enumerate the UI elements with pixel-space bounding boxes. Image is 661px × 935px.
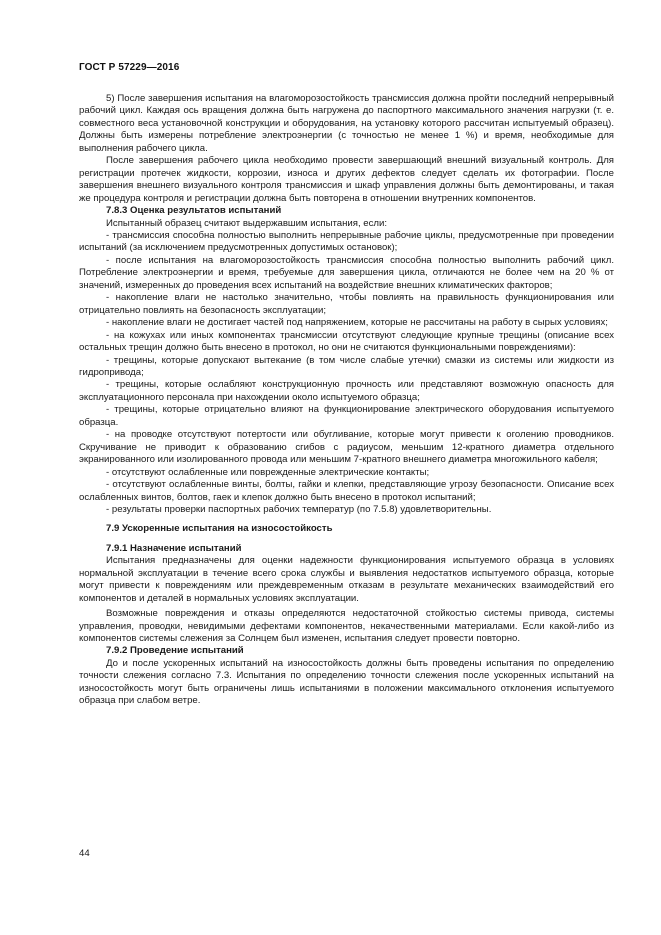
paragraph: - результаты проверки паспортных рабочих температур (по 7.5.8) удовлетворительны. (106, 503, 492, 515)
paragraph: - после испытания на влагоморозостойкость трансмиссия способна полностью выполнить рабочий цикл. Потребление электроэнергии и время, требуемые для завершения цикла, отличаются не более чем на 20 % от значений, измеренных до проведения всех испытаний на воздействие внешних климатических факторов; (79, 254, 614, 291)
document-header: ГОСТ Р 57229—2016 (79, 62, 180, 73)
paragraph: Испытанный образец считают выдержавшим испытания, если: (106, 217, 388, 229)
paragraph: - на кожухах или иных компонентах трансмиссии отсутствуют следующие крупные трещины (описание всех остальных трещин должно быть внесено в протокол, но они не считаются функциональными повреждениями): (79, 329, 614, 354)
paragraph: - накопление влаги не настолько значительно, чтобы повлиять на правильность функционирования или отрицательно повлиять на безопасность эксплуатации; (79, 292, 614, 316)
document-body (79, 93, 614, 708)
paragraph: Возможные повреждения и отказы определяются недостаточной стойкостью системы привода, системы управления, проводки, невидимыми дефектами компонентов, некачественными материалами. Если какой-либо из компонентов системы слежения за Солнцем был изменен, испытания следует провести повторно. (79, 608, 614, 645)
paragraph: До и после ускоренных испытаний на износостойкость должны быть проведены испытания по определению точности слежения согласно 7.3. Испытания по определению точности слежения после ускоренных испытаний на износостойкость могут быть ограничены лишь испытаниями в положении максимального отклонения испытуемого образца при слабом ветре. (79, 657, 614, 707)
paragraph: Испытания предназначены для оценки надежности функционирования испытуемого образца в условиях нормальной эксплуатации в течение всего срока службы и выявления недостатков испытуемого образца, которые могут привести к повреждениям или преждевременным отказам в результате механических взаимодействий его компонентов и деталей в нормальных условиях эксплуатации. (79, 555, 614, 604)
paragraph: - отсутствуют ослабленные или поврежденные электрические контакты; (106, 466, 430, 478)
paragraph: - трещины, которые отрицательно влияют на функционирование электрического оборудования испытуемого образца. (79, 404, 614, 428)
paragraph: - накопление влаги не достигает частей под напряжением, которые не рассчитаны на работу в сырых условиях; (106, 317, 608, 329)
paragraph: После завершения рабочего цикла необходимо провести завершающий внешний визуальный контроль. Для регистрации протечек жидкости, коррозии, износа и других дефектов следует сделать их фотографии. После завершения внешнего визуального контроля трансмиссия и шкаф управления должны быть демонтированы, и такая же процедура контроля и регистрации должна быть повторена в отношении внутренних компонентов. (79, 155, 614, 204)
paragraph: 5) После завершения испытания на влагоморозостойкость трансмиссия должна пройти последний непрерывный рабочий цикл. Каждая ось вращения должна быть нагружена до паспортного максимального значения нагрузки (т. е. совместного веса установочной конструкции и оборудования, на установку которого рассчитан испытуемый образец). Должны быть измерены потребление электроэнергии (с точностью не менее 1 %) и время, необходимые для выполнения рабочего цикла. (79, 93, 614, 154)
page-number: 44 (79, 848, 90, 859)
paragraph: - трещины, которые ослабляют конструкционную прочность или представляют возможную опасность для эксплуатационного персонала при нахождении около испытуемого образца; (79, 379, 614, 403)
paragraph: - на проводке отсутствуют потертости или обугливание, которые могут привести к оголению проводников. Скручивание не приводит к образованию сгибов с радиусом, меньшим 12-кратного диаметра отдельного экранированного или изолированного провода или меньшим 7-кратного внешнего диаметра многожильного кабеля; (79, 429, 614, 466)
subsection-heading: 7.9.2 Проведение испытаний (106, 645, 244, 657)
subsection-heading: 7.9.1 Назначение испытаний (106, 542, 242, 554)
subsection-heading: 7.8.3 Оценка результатов испытаний (106, 205, 282, 217)
paragraph: - отсутствуют ослабленные винты, болты, гайки и клепки, представляющие угрозу безопасности. Описание всех ослабленных винтов, болтов, гаек и клепок должно быть внесено в протокол испытаний; (79, 479, 614, 503)
paragraph: - трансмиссия способна полностью выполнить непрерывные рабочие циклы, предусмотренные при проведении испытаний (за исключением предусмотренных допустимых остановок); (79, 229, 614, 254)
section-heading: 7.9 Ускоренные испытания на износостойкость (106, 523, 333, 535)
paragraph: - трещины, которые допускают вытекание (в том числе слабые утечки) смазки из системы или жидкости из гидропривода; (79, 354, 614, 378)
